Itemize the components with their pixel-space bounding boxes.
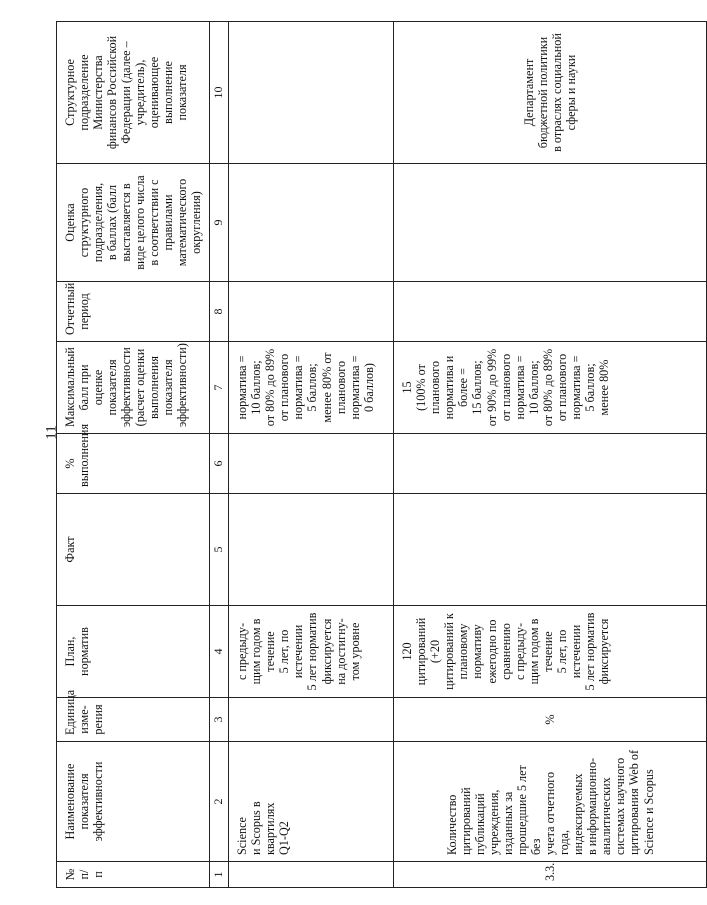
column-number: 2 [210, 742, 229, 862]
header-department: Структурное подразделение Министерства финансов Российской Федерации (далее – учредитель), оценивающее выполнение показателя [57, 22, 210, 164]
header-max-score: Максимальный балл при оценке показателя эффективности (расчет оценки выполнения показателя эффективности) [57, 342, 210, 434]
column-number: 10 [210, 22, 229, 164]
plan-norm: 120 цитирований (+20 цитирований к плановому нормативу ежегодно по сравнению с предыду- щим годом в течение 5 лет, по истечении 5 лет норматив фиксируется [394, 606, 707, 698]
rotated-table-container [56, 22, 656, 888]
table-row [394, 22, 707, 888]
header-assessment: Оценка структурного подразделения, в баллах (балл выставляется в виде целого числа в соответствии с правилами математического округления) [57, 164, 210, 282]
column-number-row [210, 22, 229, 888]
table-row [229, 22, 394, 888]
department: Департамент бюджетной политики в отраслях социальной сферы и науки [394, 22, 707, 164]
efficiency-indicators-table [56, 21, 707, 888]
max-score: 15 (100% от планового норматива и более = 15 баллов; от 90% до 99% от планового норматива = 10 баллов; от 80% до 89% от планового норматива = 5 баллов; менее 80% [394, 342, 707, 434]
column-number: 1 [210, 862, 229, 888]
fact-value [394, 494, 707, 606]
plan-norm: с предыду- щим годом в течение 5 лет, по истечении 5 лет норматив фиксируется на достигну- том уровне [229, 606, 394, 698]
indicator-name: Science и Scopus в квартилях Q1-Q2 [229, 742, 394, 862]
assessment-score [394, 164, 707, 282]
department [229, 22, 394, 164]
column-number: 4 [210, 606, 229, 698]
percent-value [229, 434, 394, 494]
assessment-score [229, 164, 394, 282]
header-percent: % выполнения [57, 434, 210, 494]
column-number: 3 [210, 698, 229, 742]
header-indicator-name: Наименование показателя эффективности [57, 742, 210, 862]
unit [229, 698, 394, 742]
row-number: 3.3. [394, 862, 707, 888]
max-score: норматива = 10 баллов; от 80% до 89% от планового норматива = 5 баллов; менее 80% от планового норматива = 0 баллов) [229, 342, 394, 434]
column-number: 6 [210, 434, 229, 494]
column-number: 5 [210, 494, 229, 606]
column-number: 7 [210, 342, 229, 434]
reporting-period [229, 282, 394, 342]
header-plan: План, норматив [57, 606, 210, 698]
page-number: 11 [43, 425, 60, 440]
fact-value [229, 494, 394, 606]
unit: % [394, 698, 707, 742]
row-number [229, 862, 394, 888]
header-unit: Единица изме- рения [57, 698, 210, 742]
percent-value [394, 434, 707, 494]
column-number: 9 [210, 164, 229, 282]
reporting-period [394, 282, 707, 342]
header-row [57, 22, 210, 888]
header-fact: Факт [57, 494, 210, 606]
header-period: Отчетный период [57, 282, 210, 342]
indicator-name: Количество цитирований публикаций учреждения, изданных за прошедшие 5 лет без учета отчетного года, индексируемых в информационно- аналитических системах научного цитирования Web of Science и Scopus [394, 742, 707, 862]
header-number: № п/п [57, 862, 210, 888]
column-number: 8 [210, 282, 229, 342]
